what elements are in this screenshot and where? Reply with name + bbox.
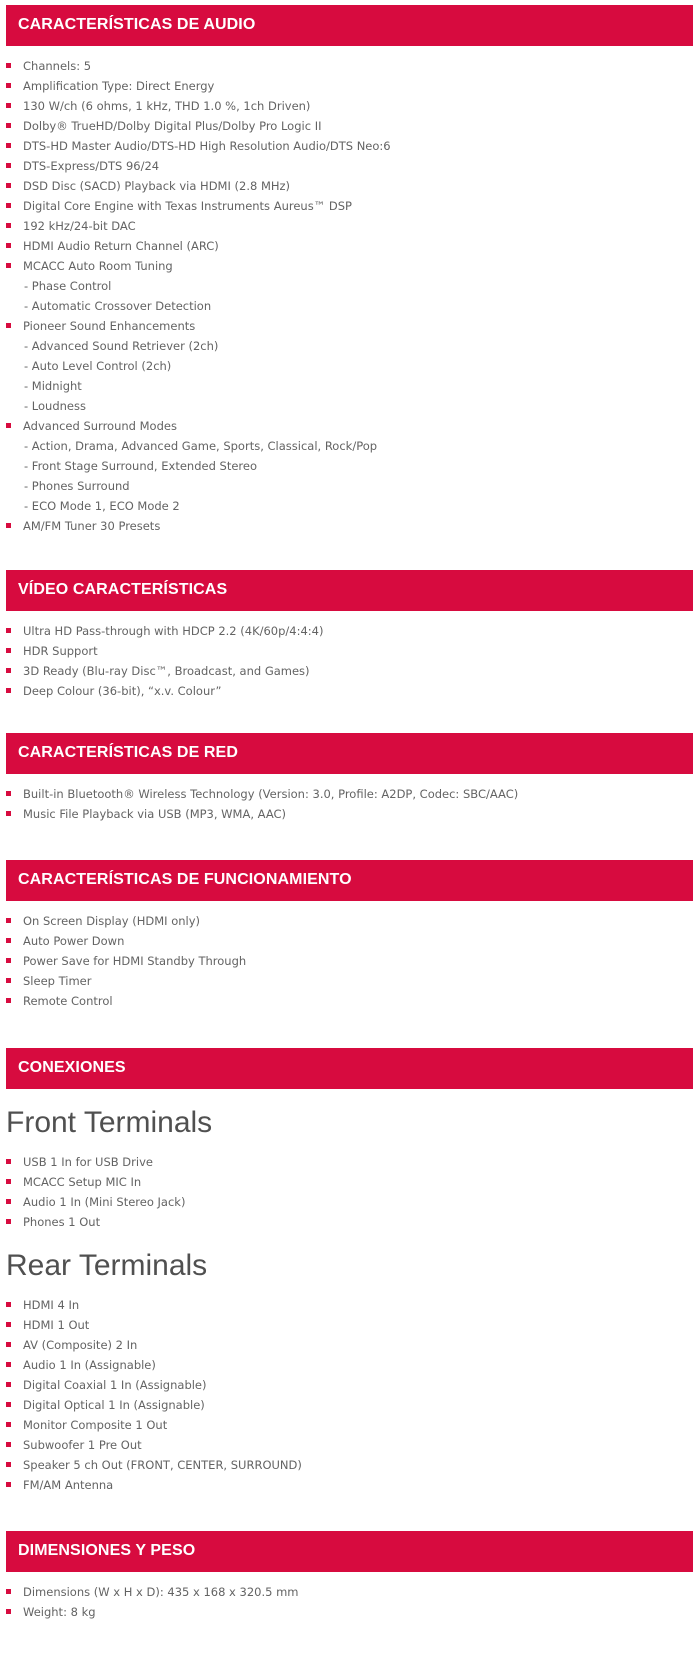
list-item <box>0 1375 302 1395</box>
square-bullet-icon <box>6 648 11 653</box>
list-item <box>0 971 246 991</box>
network-header-bar <box>6 733 693 774</box>
sub-list-item <box>0 376 391 396</box>
list-item-text: 192 kHz/24-bit DAC <box>23 219 136 233</box>
list-item-text: - Phones Surround <box>24 479 130 493</box>
square-bullet-icon <box>6 163 11 168</box>
list-item-text: AV (Composite) 2 In <box>23 1338 138 1352</box>
square-bullet-icon <box>6 1382 11 1387</box>
square-bullet-icon <box>6 1179 11 1184</box>
list-item-text: Audio 1 In (Mini Stereo Jack) <box>23 1195 186 1209</box>
sub-list-item <box>0 296 391 316</box>
square-bullet-icon <box>6 1342 11 1347</box>
list-item <box>0 991 246 1011</box>
square-bullet-icon <box>6 183 11 188</box>
square-bullet-icon <box>6 1589 11 1594</box>
list-item-text: Digital Coaxial 1 In (Assignable) <box>23 1378 207 1392</box>
list-item-text: Dolby® TrueHD/Dolby Digital Plus/Dolby Pro Logic II <box>23 119 322 133</box>
connections-header-bar <box>6 1048 693 1089</box>
list-item-text: AM/FM Tuner 30 Presets <box>23 519 161 533</box>
list-item <box>0 1192 185 1212</box>
dimensions-header-title: DIMENSIONES Y PESO <box>18 1542 196 1559</box>
square-bullet-icon <box>6 1402 11 1407</box>
square-bullet-icon <box>6 791 11 796</box>
list-item-text: Subwoofer 1 Pre Out <box>23 1438 142 1452</box>
sub-list-item <box>0 476 391 496</box>
square-bullet-icon <box>6 223 11 228</box>
list-item-text: FM/AM Antenna <box>23 1478 114 1492</box>
list-item-text: Speaker 5 ch Out (FRONT, CENTER, SURROUND) <box>23 1458 302 1472</box>
square-bullet-icon <box>6 1442 11 1447</box>
list-item-text: Channels: 5 <box>23 59 92 73</box>
square-bullet-icon <box>6 918 11 923</box>
list-item-text: HDMI 1 Out <box>23 1318 90 1332</box>
list-item <box>0 681 323 701</box>
list-item-text: Weight: 8 kg <box>23 1605 96 1619</box>
list-item <box>0 661 323 681</box>
square-bullet-icon <box>6 1302 11 1307</box>
square-bullet-icon <box>6 811 11 816</box>
square-bullet-icon <box>6 628 11 633</box>
list-item-text: Digital Core Engine with Texas Instruments Aureus™ DSP <box>23 199 352 213</box>
front-terminals-heading: Front Terminals <box>6 1106 213 1139</box>
sub-list-item <box>0 356 391 376</box>
list-item-text: Monitor Composite 1 Out <box>23 1418 168 1432</box>
list-item-text: Music File Playback via USB (MP3, WMA, AAC) <box>23 807 287 821</box>
video-header-bar <box>6 570 693 611</box>
list-item-text: - Front Stage Surround, Extended Stereo <box>24 459 257 473</box>
list-item-text: - Phase Control <box>24 279 112 293</box>
square-bullet-icon <box>6 1322 11 1327</box>
square-bullet-icon <box>6 1609 11 1614</box>
list-item <box>0 1435 302 1455</box>
list-item-text: HDMI Audio Return Channel (ARC) <box>23 239 219 253</box>
list-item-text: - Auto Level Control (2ch) <box>24 359 172 373</box>
list-item-text: HDR Support <box>23 644 98 658</box>
rear-terminals-heading: Rear Terminals <box>6 1249 208 1282</box>
list-item <box>0 1602 299 1622</box>
list-item-text: Sleep Timer <box>23 974 92 988</box>
list-item-text: Built-in Bluetooth® Wireless Technology (Version: 3.0, Profile: A2DP, Codec: SBC/AAC) <box>23 787 519 801</box>
list-item <box>0 951 246 971</box>
list-item-text: Advanced Surround Modes <box>23 419 177 433</box>
list-item-text: - Midnight <box>24 379 82 393</box>
list-item <box>0 316 391 336</box>
operation-header-title: CARACTERÍSTICAS DE FUNCIONAMIENTO <box>18 871 352 888</box>
square-bullet-icon <box>6 323 11 328</box>
list-item <box>0 1475 302 1495</box>
list-item-text: 130 W/ch (6 ohms, 1 kHz, THD 1.0 %, 1ch Driven) <box>23 99 311 113</box>
list-item-text: - Advanced Sound Retriever (2ch) <box>24 339 219 353</box>
dimensions-header-bar <box>6 1531 693 1572</box>
network-header-title: CARACTERÍSTICAS DE RED <box>18 744 238 761</box>
list-item-text: USB 1 In for USB Drive <box>23 1155 153 1169</box>
list-item <box>0 116 391 136</box>
list-item-text: Auto Power Down <box>23 934 125 948</box>
list-item <box>0 1582 299 1602</box>
front-terminals-list <box>0 1152 185 1232</box>
list-item <box>0 156 391 176</box>
dimensions-list <box>0 1582 299 1622</box>
list-item <box>0 1212 185 1232</box>
list-item <box>0 1395 302 1415</box>
list-item-text: MCACC Auto Room Tuning <box>23 259 173 273</box>
list-item <box>0 176 391 196</box>
list-item-text: DSD Disc (SACD) Playback via HDMI (2.8 MHz) <box>23 179 291 193</box>
operation-header-bar <box>6 860 693 901</box>
list-item <box>0 136 391 156</box>
square-bullet-icon <box>6 1362 11 1367</box>
list-item-text: - ECO Mode 1, ECO Mode 2 <box>24 499 180 513</box>
network-feature-list <box>0 784 518 824</box>
list-item-text: Power Save for HDMI Standby Through <box>23 954 247 968</box>
list-item-text: DTS-Express/DTS 96/24 <box>23 159 160 173</box>
square-bullet-icon <box>6 523 11 528</box>
list-item <box>0 256 391 276</box>
audio-header-title: CARACTERÍSTICAS DE AUDIO <box>18 16 256 33</box>
square-bullet-icon <box>6 998 11 1003</box>
list-item-text: Remote Control <box>23 994 113 1008</box>
list-item-text: HDMI 4 In <box>23 1298 80 1312</box>
list-item-text: - Action, Drama, Advanced Game, Sports, Classical, Rock/Pop <box>24 439 378 453</box>
square-bullet-icon <box>6 243 11 248</box>
square-bullet-icon <box>6 938 11 943</box>
square-bullet-icon <box>6 1199 11 1204</box>
list-item <box>0 1315 302 1335</box>
list-item <box>0 911 246 931</box>
sub-list-item <box>0 336 391 356</box>
audio-header-bar <box>6 5 693 46</box>
list-item <box>0 1355 302 1375</box>
list-item <box>0 621 323 641</box>
square-bullet-icon <box>6 668 11 673</box>
connections-header-title: CONEXIONES <box>18 1059 126 1076</box>
list-item-text: Ultra HD Pass-through with HDCP 2.2 (4K/60p/4:4:4) <box>23 624 324 638</box>
audio-feature-list <box>0 56 391 536</box>
square-bullet-icon <box>6 958 11 963</box>
square-bullet-icon <box>6 1219 11 1224</box>
list-item <box>0 784 518 804</box>
square-bullet-icon <box>6 1482 11 1487</box>
sub-list-item <box>0 436 391 456</box>
list-item <box>0 1455 302 1475</box>
list-item-text: Deep Colour (36-bit), “x.v. Colour” <box>23 684 222 698</box>
operation-feature-list <box>0 911 246 1011</box>
list-item-text: Dimensions (W x H x D): 435 x 168 x 320.5 mm <box>23 1585 299 1599</box>
list-item-text: Digital Optical 1 In (Assignable) <box>23 1398 205 1412</box>
sub-list-item <box>0 396 391 416</box>
square-bullet-icon <box>6 103 11 108</box>
list-item-text: Pioneer Sound Enhancements <box>23 319 196 333</box>
list-item <box>0 804 518 824</box>
square-bullet-icon <box>6 978 11 983</box>
list-item-text: MCACC Setup MIC In <box>23 1175 142 1189</box>
list-item <box>0 1415 302 1435</box>
square-bullet-icon <box>6 143 11 148</box>
square-bullet-icon <box>6 423 11 428</box>
list-item <box>0 236 391 256</box>
list-item <box>0 56 391 76</box>
list-item <box>0 196 391 216</box>
list-item <box>0 931 246 951</box>
list-item-text: - Automatic Crossover Detection <box>24 299 212 313</box>
sub-list-item <box>0 276 391 296</box>
square-bullet-icon <box>6 83 11 88</box>
square-bullet-icon <box>6 1159 11 1164</box>
list-item-text: Audio 1 In (Assignable) <box>23 1358 156 1372</box>
list-item-text: - Loudness <box>24 399 86 413</box>
list-item-text: Phones 1 Out <box>23 1215 101 1229</box>
list-item <box>0 1335 302 1355</box>
list-item <box>0 1152 185 1172</box>
list-item <box>0 1172 185 1192</box>
square-bullet-icon <box>6 63 11 68</box>
list-item-text: 3D Ready (Blu-ray Disc™, Broadcast, and Games) <box>23 664 310 678</box>
list-item <box>0 641 323 661</box>
sub-list-item <box>0 456 391 476</box>
list-item <box>0 1295 302 1315</box>
square-bullet-icon <box>6 1422 11 1427</box>
square-bullet-icon <box>6 1462 11 1467</box>
video-header-title: VÍDEO CARACTERÍSTICAS <box>18 581 228 598</box>
square-bullet-icon <box>6 263 11 268</box>
list-item <box>0 416 391 436</box>
list-item <box>0 216 391 236</box>
list-item <box>0 76 391 96</box>
list-item <box>0 516 391 536</box>
list-item-text: DTS-HD Master Audio/DTS-HD High Resolution Audio/DTS Neo:6 <box>23 139 391 153</box>
list-item-text: On Screen Display (HDMI only) <box>23 914 201 928</box>
list-item <box>0 96 391 116</box>
square-bullet-icon <box>6 688 11 693</box>
video-feature-list <box>0 621 323 701</box>
rear-terminals-list <box>0 1295 302 1495</box>
sub-list-item <box>0 496 391 516</box>
list-item-text: Amplification Type: Direct Energy <box>23 79 215 93</box>
square-bullet-icon <box>6 123 11 128</box>
square-bullet-icon <box>6 203 11 208</box>
